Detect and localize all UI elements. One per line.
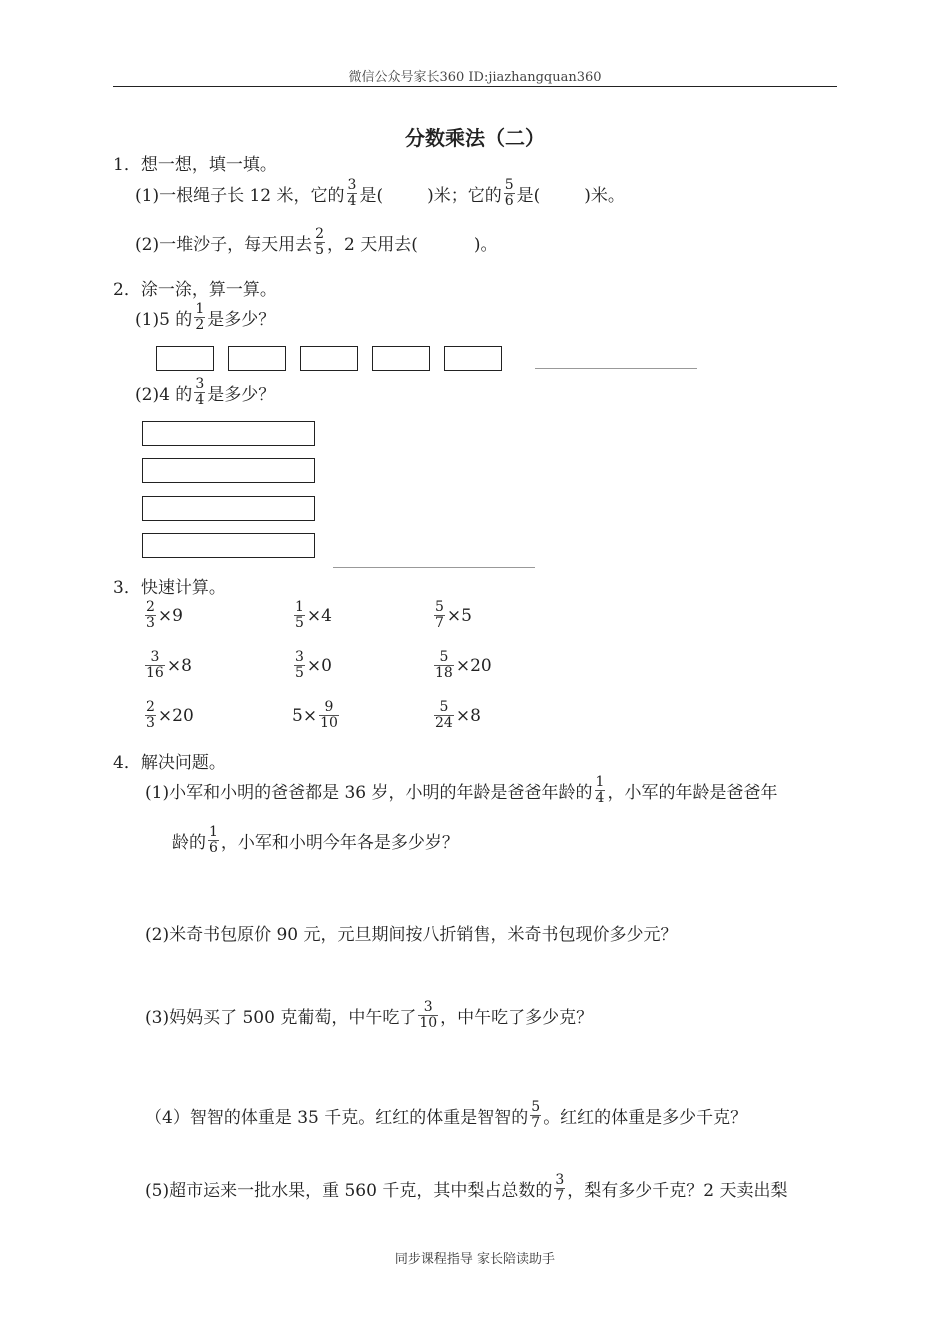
shading-box[interactable] xyxy=(372,346,430,371)
frac-num: 3 xyxy=(195,376,205,392)
q1p1-text-c: )米；它的 xyxy=(427,186,502,206)
frac-den: 2 xyxy=(195,317,205,333)
calc-fraction xyxy=(319,700,339,731)
frac-den: 10 xyxy=(320,715,338,731)
q4p5-text-a: (5)超市运来一批水果，重 560 千克，其中梨占总数的 xyxy=(145,1181,553,1201)
q4-part5 xyxy=(145,1173,788,1204)
calc-fraction xyxy=(294,600,305,631)
q1p1-text-e: )米。 xyxy=(584,186,625,206)
frac-den: 10 xyxy=(419,1015,438,1031)
calc-fraction xyxy=(294,650,305,681)
q4p1-text-d: ，小军和小明今年各是多少岁？ xyxy=(220,833,459,853)
q1p1-text-b: 是( xyxy=(359,186,384,206)
frac-den: 16 xyxy=(146,665,164,681)
calc-item xyxy=(432,650,492,681)
calc-operator: ×8 xyxy=(166,655,192,676)
shading-box[interactable] xyxy=(300,346,358,371)
frac-den: 7 xyxy=(531,1115,541,1131)
frac-num: 1 xyxy=(195,301,205,317)
calc-operator: ×4 xyxy=(306,605,332,626)
q1p2-fraction xyxy=(314,227,325,258)
calc-fraction xyxy=(434,700,454,731)
frac-den: 6 xyxy=(209,840,218,856)
shading-bar[interactable] xyxy=(142,458,315,483)
q4p3-fraction xyxy=(418,1000,438,1031)
q2p2-text-a: (2)4 的 xyxy=(135,385,193,405)
frac-num: 2 xyxy=(146,699,155,715)
q1p1-fraction-1 xyxy=(347,178,358,209)
frac-den: 7 xyxy=(435,615,444,631)
calc-operator: ×20 xyxy=(157,705,194,726)
q4p3-text-b: ，中午吃了多少克？ xyxy=(440,1008,594,1028)
frac-num: 2 xyxy=(146,599,155,615)
calc-item xyxy=(143,600,183,631)
frac-num: 5 xyxy=(439,699,449,715)
frac-num: 3 xyxy=(295,649,304,665)
q4p1-fraction-1 xyxy=(595,775,606,806)
q4-part3 xyxy=(145,1000,593,1031)
frac-num: 2 xyxy=(315,226,325,242)
calc-operator: ×20 xyxy=(455,655,492,676)
frac-num: 9 xyxy=(324,699,334,715)
calc-item xyxy=(292,700,341,731)
calc-fraction xyxy=(145,600,156,631)
frac-den: 4 xyxy=(195,392,205,408)
frac-den: 7 xyxy=(555,1188,565,1204)
q4-part4 xyxy=(145,1100,747,1131)
q2-part2 xyxy=(135,377,275,408)
q1p1-text-a: (1)一根绳子长 12 米，它的 xyxy=(135,186,345,206)
calc-item xyxy=(292,600,332,631)
frac-num: 5 xyxy=(439,649,449,665)
calc-operator: 5× xyxy=(292,705,318,726)
q2p1-text-a: (1)5 的 xyxy=(135,310,193,330)
q1p2-text-c: )。 xyxy=(473,235,498,255)
answer-line[interactable] xyxy=(535,368,697,369)
q1-part2 xyxy=(135,227,498,258)
q1-heading: 1．想一想，填一填。 xyxy=(113,155,277,175)
page-header: 微信公众号家长360 ID:jiazhangquan360 xyxy=(348,70,602,85)
frac-den: 18 xyxy=(435,665,453,681)
shading-box[interactable] xyxy=(444,346,502,371)
q4-part1-line1 xyxy=(145,775,777,806)
shading-bar[interactable] xyxy=(142,496,315,521)
page-title: 分数乘法（二） xyxy=(405,126,545,150)
q4p4-text-b: 。红红的体重是多少千克？ xyxy=(543,1108,748,1128)
q1p2-text-b: ，2 天用去( xyxy=(327,235,418,255)
calc-fraction xyxy=(434,600,445,631)
q2p2-fraction xyxy=(194,377,205,408)
calc-item xyxy=(143,650,192,681)
frac-den: 5 xyxy=(315,242,325,258)
frac-num: 3 xyxy=(150,649,160,665)
calc-item xyxy=(432,600,472,631)
calc-operator: ×0 xyxy=(306,655,332,676)
answer-line[interactable] xyxy=(333,567,535,568)
frac-den: 4 xyxy=(595,790,605,806)
q4p3-text-a: (3)妈妈买了 500 克葡萄，中午吃了 xyxy=(145,1008,417,1028)
q4p1-text-b: ，小军的年龄是爸爸年 xyxy=(607,783,778,803)
calc-fraction xyxy=(145,650,165,681)
frac-den: 5 xyxy=(295,665,304,681)
q4p1-text-c: 龄的 xyxy=(172,833,206,853)
q1-part1 xyxy=(135,178,625,209)
q4-heading: 4．解决问题。 xyxy=(113,753,226,773)
q2-part1 xyxy=(135,302,275,333)
frac-den: 24 xyxy=(435,715,453,731)
frac-num: 3 xyxy=(555,1172,565,1188)
frac-num: 5 xyxy=(531,1099,541,1115)
shading-bar[interactable] xyxy=(142,421,315,446)
frac-den: 6 xyxy=(504,193,514,209)
q4p1-text-a: (1)小军和小明的爸爸都是 36 岁，小明的年龄是爸爸年龄的 xyxy=(145,783,593,803)
q4p1-fraction-2 xyxy=(208,825,219,856)
q4-part1-line2 xyxy=(172,825,459,856)
q2p2-text-b: 是多少？ xyxy=(207,385,276,405)
calc-operator: ×5 xyxy=(446,605,472,626)
q3-heading: 3．快速计算。 xyxy=(113,578,226,598)
frac-num: 5 xyxy=(504,177,514,193)
frac-num: 3 xyxy=(347,177,357,193)
shading-bar[interactable] xyxy=(142,533,315,558)
q2-heading: 2．涂一涂，算一算。 xyxy=(113,280,277,300)
q1p2-text-a: (2)一堆沙子，每天用去 xyxy=(135,235,313,255)
frac-den: 4 xyxy=(347,193,357,209)
calc-operator: ×9 xyxy=(157,605,183,626)
q4p5-fraction xyxy=(554,1173,565,1204)
calc-item xyxy=(292,650,332,681)
q4p4-fraction xyxy=(530,1100,541,1131)
frac-num: 1 xyxy=(209,824,218,840)
calc-item xyxy=(432,700,481,731)
calc-operator: ×8 xyxy=(455,705,481,726)
frac-num: 1 xyxy=(595,774,605,790)
calc-fraction xyxy=(434,650,454,681)
frac-den: 3 xyxy=(146,615,155,631)
q2p1-fraction xyxy=(194,302,205,333)
q4p4-text-a: （4）智智的体重是 35 千克。红红的体重是智智的 xyxy=(145,1108,529,1128)
frac-den: 5 xyxy=(295,615,304,631)
header-rule xyxy=(113,86,837,87)
shading-box[interactable] xyxy=(228,346,286,371)
calc-item xyxy=(143,700,194,731)
q2p1-text-b: 是多少？ xyxy=(207,310,276,330)
q4-part2: (2)米奇书包原价 90 元，元旦期间按八折销售，米奇书包现价多少元？ xyxy=(145,925,678,945)
page-footer: 同步课程指导 家长陪读助手 xyxy=(394,1252,556,1267)
q1p1-text-d: 是( xyxy=(516,186,541,206)
shading-box[interactable] xyxy=(156,346,214,371)
frac-den: 3 xyxy=(146,715,155,731)
frac-num: 5 xyxy=(435,599,444,615)
frac-num: 1 xyxy=(295,599,304,615)
q1p1-fraction-2 xyxy=(504,178,515,209)
q4p5-text-b: ，梨有多少千克？2 天卖出梨 xyxy=(567,1181,788,1201)
frac-num: 3 xyxy=(423,999,433,1015)
calc-fraction xyxy=(145,700,156,731)
